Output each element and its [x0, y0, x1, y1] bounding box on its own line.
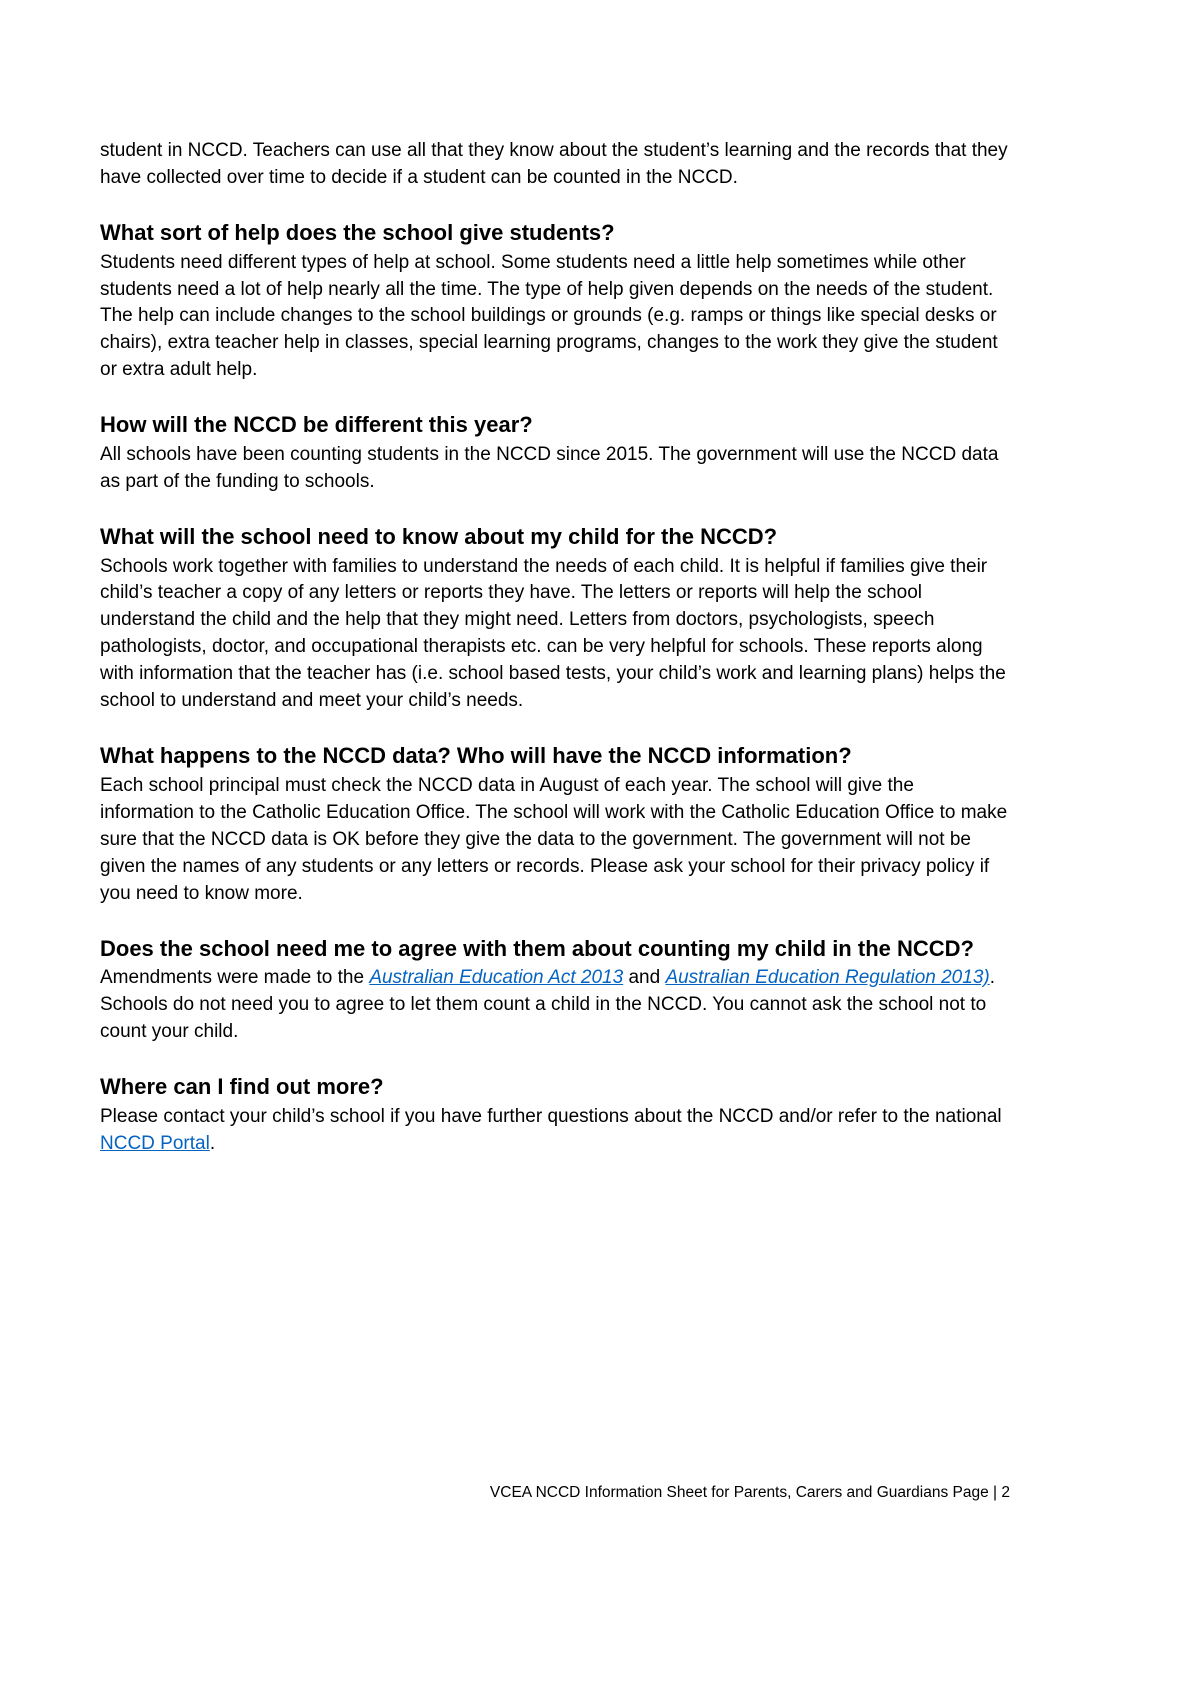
section-find-out-more	[100, 1073, 1010, 1158]
link-nccd-portal[interactable]: NCCD Portal	[100, 1132, 210, 1154]
section-body-agree-to-count	[100, 965, 1010, 1046]
text-run: and	[623, 967, 666, 989]
section-heading-find-out-more: Where can I find out more?	[100, 1074, 384, 1100]
section-heading-different-this-year: How will the NCCD be different this year?	[100, 412, 533, 438]
text-run: Amendments were made to the	[100, 967, 370, 989]
section-nccd-data	[100, 742, 1010, 907]
text-run: Please contact your child’s school if you have further questions about the NCCD and/or refer to the national	[100, 1105, 1002, 1127]
section-heading-nccd-data: What happens to the NCCD data? Who will have the NCCD information?	[100, 743, 852, 769]
section-body-different-this-year: All schools have been counting students in the NCCD since 2015. The government will use the NCCD data as part of the funding to schools.	[100, 443, 999, 492]
section-heading-school-needs-to-know: What will the school need to know about my child for the NCCD?	[100, 523, 778, 549]
page-footer: VCEA NCCD Information Sheet for Parents, Carers and Guardians Page | 2	[489, 1484, 1010, 1501]
section-body-help-types: Students need different types of help at school. Some students need a little help sometimes while other students need a lot of help nearly all the time. The type of help given depends on the needs of the student. The help can include changes to the school buildings or grounds (e.g. ramps or things like special desks or chairs), extra teacher help in classes, special learning programs, changes to the work they give the student or extra adult help.	[100, 251, 998, 381]
section-school-needs-to-know	[100, 523, 1010, 715]
section-agree-to-count	[100, 935, 1010, 1047]
text-run: . Schools do not need you to agree to let them count a child in the NCCD. You cannot ask the school not to count your child.	[100, 967, 995, 1043]
link-australian-education-regulation-2013[interactable]: Australian Education Regulation 2013)	[665, 967, 990, 989]
link-australian-education-act-2013[interactable]: Australian Education Act 2013	[369, 967, 624, 989]
section-body-nccd-data: Each school principal must check the NCCD data in August of each year. The school will give the information to the Catholic Education Office. The school will work with the Catholic Education Office to make sure that the NCCD data is OK before they give the data to the government. The government will not be given the names of any students or any letters or records. Please ask your school for their privacy policy if you need to know more.	[100, 774, 1008, 904]
document-content	[100, 138, 1010, 1158]
section-body-school-needs-to-know: Schools work together with families to understand the needs of each child. It is helpful if families give their child’s teacher a copy of any letters or reports they have. The letters or reports will help the school understand the child and the help that they might need. Letters from doctors, psychologists, speech pathologists, doctor, and occupational therapists etc. can be very helpful for schools. These reports along with information that the teacher has (i.e. school based tests, your child’s work and learning plans) helps the school to understand and meet your child’s needs.	[100, 555, 1006, 712]
text-run: .	[209, 1132, 216, 1154]
section-different-this-year	[100, 411, 1010, 496]
section-body-find-out-more	[100, 1104, 1010, 1158]
section-help-types	[100, 219, 1010, 384]
intro-paragraph: student in NCCD. Teachers can use all that they know about the student’s learning and the records that they have collected over time to decide if a student can be counted in the NCCD.	[100, 140, 1008, 188]
section-heading-help-types: What sort of help does the school give students?	[100, 219, 615, 245]
section-heading-agree-to-count: Does the school need me to agree with them about counting my child in the NCCD?	[100, 935, 974, 961]
